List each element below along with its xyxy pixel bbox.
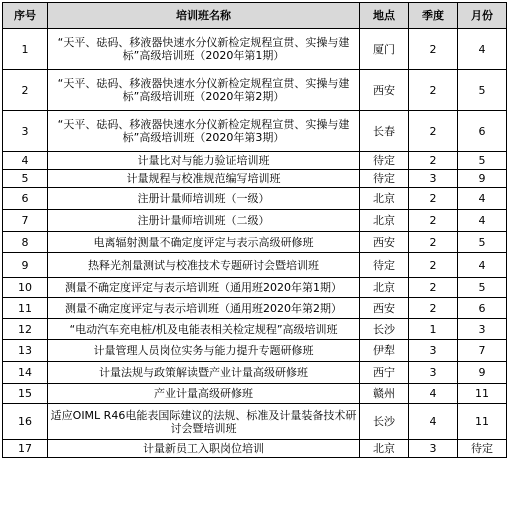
table-row bbox=[3, 278, 507, 298]
cell-quarter: 4 bbox=[409, 384, 458, 404]
table-row bbox=[3, 384, 507, 404]
cell-name: 计量比对与能力验证培训班 bbox=[48, 152, 360, 170]
header-location: 地点 bbox=[360, 3, 409, 29]
cell-month: 9 bbox=[458, 362, 507, 384]
cell-quarter: 3 bbox=[409, 440, 458, 458]
cell-location: 北京 bbox=[360, 210, 409, 232]
cell-name: 热释光剂量测试与校准技术专题研讨会暨培训班 bbox=[48, 253, 360, 278]
cell-quarter: 2 bbox=[409, 253, 458, 278]
cell-quarter: 2 bbox=[409, 298, 458, 319]
cell-month: 5 bbox=[458, 232, 507, 253]
header-row bbox=[3, 3, 507, 29]
cell-name: “天平、砝码、移液器快速水分仪新检定规程宣贯、实操与建标”高级培训班（2020年第2期） bbox=[48, 70, 360, 111]
cell-month: 11 bbox=[458, 404, 507, 440]
table-row bbox=[3, 232, 507, 253]
cell-location: 待定 bbox=[360, 170, 409, 188]
cell-no: 10 bbox=[3, 278, 48, 298]
cell-quarter: 3 bbox=[409, 362, 458, 384]
cell-quarter: 2 bbox=[409, 188, 458, 210]
cell-month: 待定 bbox=[458, 440, 507, 458]
table-row bbox=[3, 111, 507, 152]
cell-location: 北京 bbox=[360, 188, 409, 210]
cell-name: 测量不确定度评定与表示培训班（通用班2020年第1期） bbox=[48, 278, 360, 298]
table-row bbox=[3, 210, 507, 232]
cell-month: 11 bbox=[458, 384, 507, 404]
table-row bbox=[3, 340, 507, 362]
cell-month: 5 bbox=[458, 152, 507, 170]
cell-quarter: 4 bbox=[409, 404, 458, 440]
cell-no: 17 bbox=[3, 440, 48, 458]
cell-quarter: 2 bbox=[409, 29, 458, 70]
cell-name: 注册计量师培训班（二级） bbox=[48, 210, 360, 232]
cell-no: 7 bbox=[3, 210, 48, 232]
cell-location: 西安 bbox=[360, 70, 409, 111]
cell-month: 4 bbox=[458, 253, 507, 278]
table-row bbox=[3, 253, 507, 278]
cell-month: 4 bbox=[458, 210, 507, 232]
cell-no: 15 bbox=[3, 384, 48, 404]
cell-location: 长沙 bbox=[360, 319, 409, 340]
cell-month: 4 bbox=[458, 29, 507, 70]
cell-location: 西安 bbox=[360, 232, 409, 253]
cell-name: 计量规程与校准规范编写培训班 bbox=[48, 170, 360, 188]
table-row bbox=[3, 170, 507, 188]
cell-name: 计量管理人员岗位实务与能力提升专题研修班 bbox=[48, 340, 360, 362]
cell-month: 5 bbox=[458, 70, 507, 111]
cell-month: 9 bbox=[458, 170, 507, 188]
cell-no: 11 bbox=[3, 298, 48, 319]
cell-name: 适应OIML R46电能表国际建议的法规、标准及计量装备技术研讨会暨培训班 bbox=[48, 404, 360, 440]
cell-location: 厦门 bbox=[360, 29, 409, 70]
cell-month: 5 bbox=[458, 278, 507, 298]
cell-no: 6 bbox=[3, 188, 48, 210]
cell-quarter: 2 bbox=[409, 111, 458, 152]
cell-location: 待定 bbox=[360, 253, 409, 278]
header-name: 培训班名称 bbox=[48, 3, 360, 29]
table-row bbox=[3, 440, 507, 458]
table-row bbox=[3, 70, 507, 111]
cell-name: 计量法规与政策解读暨产业计量高级研修班 bbox=[48, 362, 360, 384]
cell-name: 注册计量师培训班（一级） bbox=[48, 188, 360, 210]
cell-no: 4 bbox=[3, 152, 48, 170]
cell-location: 待定 bbox=[360, 152, 409, 170]
cell-month: 7 bbox=[458, 340, 507, 362]
cell-quarter: 3 bbox=[409, 340, 458, 362]
table-row bbox=[3, 362, 507, 384]
cell-no: 3 bbox=[3, 111, 48, 152]
table-row bbox=[3, 188, 507, 210]
cell-location: 长春 bbox=[360, 111, 409, 152]
cell-no: 13 bbox=[3, 340, 48, 362]
cell-no: 8 bbox=[3, 232, 48, 253]
cell-no: 12 bbox=[3, 319, 48, 340]
table-row bbox=[3, 29, 507, 70]
cell-name: “天平、砝码、移液器快速水分仪新检定规程宣贯、实操与建标”高级培训班（2020年第3期） bbox=[48, 111, 360, 152]
header-quarter: 季度 bbox=[409, 3, 458, 29]
cell-quarter: 3 bbox=[409, 170, 458, 188]
table-row bbox=[3, 319, 507, 340]
cell-location: 北京 bbox=[360, 440, 409, 458]
cell-quarter: 2 bbox=[409, 70, 458, 111]
cell-name: 产业计量高级研修班 bbox=[48, 384, 360, 404]
cell-name: “天平、砝码、移液器快速水分仪新检定规程宣贯、实操与建标”高级培训班（2020年第1期） bbox=[48, 29, 360, 70]
table-row bbox=[3, 298, 507, 319]
cell-location: 北京 bbox=[360, 278, 409, 298]
cell-no: 14 bbox=[3, 362, 48, 384]
cell-location: 西安 bbox=[360, 298, 409, 319]
cell-location: 伊犁 bbox=[360, 340, 409, 362]
cell-quarter: 2 bbox=[409, 278, 458, 298]
cell-month: 6 bbox=[458, 111, 507, 152]
cell-name: 电离辐射测量不确定度评定与表示高级研修班 bbox=[48, 232, 360, 253]
table-row bbox=[3, 404, 507, 440]
cell-name: 测量不确定度评定与表示培训班（通用班2020年第2期） bbox=[48, 298, 360, 319]
cell-month: 4 bbox=[458, 188, 507, 210]
cell-month: 6 bbox=[458, 298, 507, 319]
header-no: 序号 bbox=[3, 3, 48, 29]
cell-no: 1 bbox=[3, 29, 48, 70]
table-row bbox=[3, 152, 507, 170]
cell-quarter: 2 bbox=[409, 210, 458, 232]
cell-name: “电动汽车充电桩/机及电能表相关检定规程”高级培训班 bbox=[48, 319, 360, 340]
cell-name: 计量新员工入职岗位培训 bbox=[48, 440, 360, 458]
cell-location: 长沙 bbox=[360, 404, 409, 440]
training-schedule-table bbox=[2, 2, 507, 458]
cell-month: 3 bbox=[458, 319, 507, 340]
cell-location: 西宁 bbox=[360, 362, 409, 384]
cell-quarter: 2 bbox=[409, 152, 458, 170]
cell-no: 5 bbox=[3, 170, 48, 188]
cell-quarter: 1 bbox=[409, 319, 458, 340]
header-month: 月份 bbox=[458, 3, 507, 29]
cell-no: 2 bbox=[3, 70, 48, 111]
cell-location: 赣州 bbox=[360, 384, 409, 404]
cell-quarter: 2 bbox=[409, 232, 458, 253]
cell-no: 16 bbox=[3, 404, 48, 440]
cell-no: 9 bbox=[3, 253, 48, 278]
